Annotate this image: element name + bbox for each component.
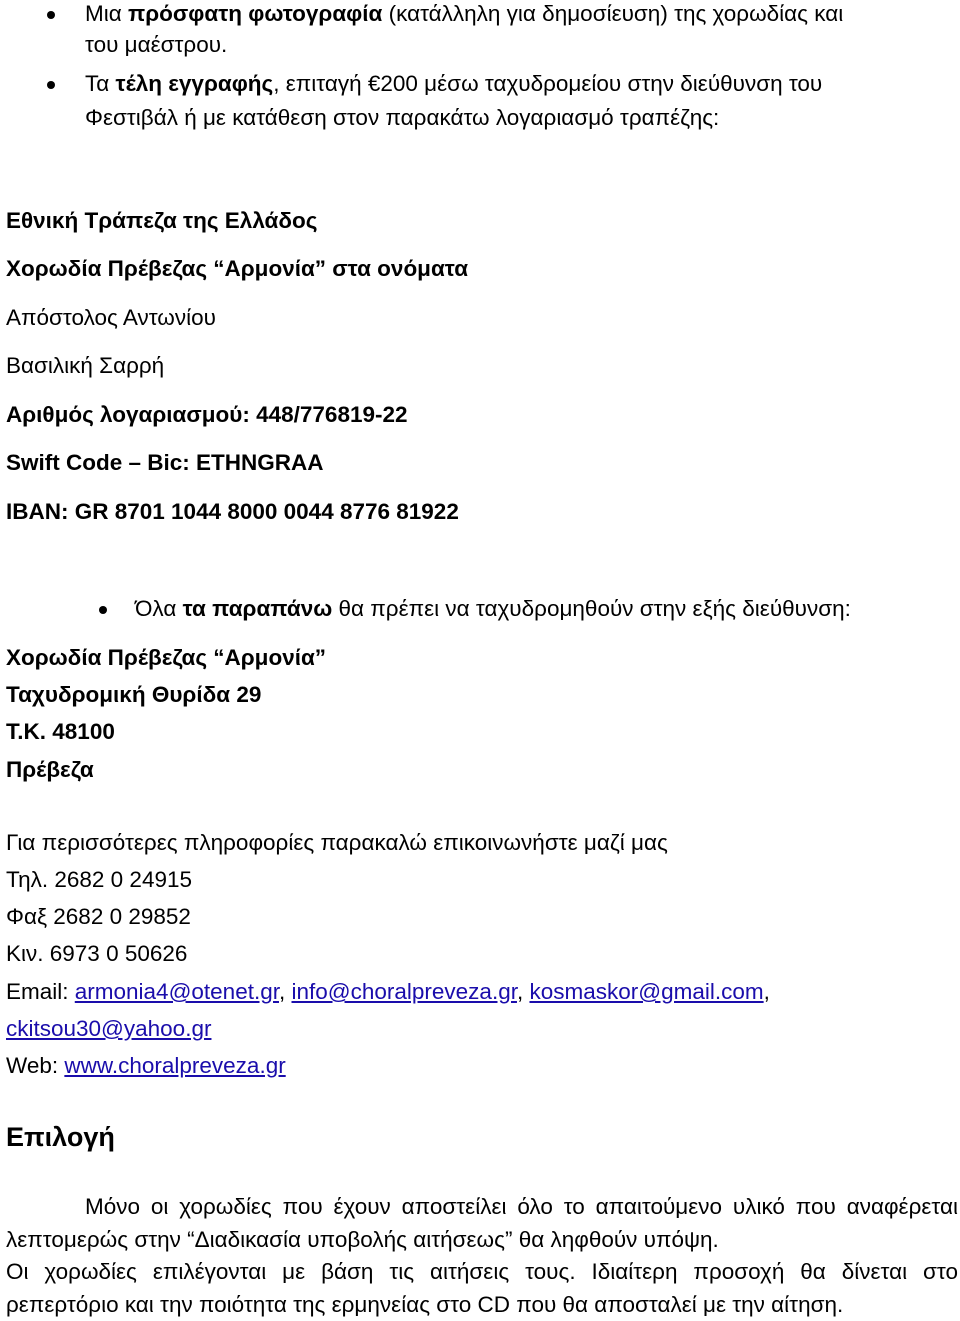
web-line xyxy=(6,1052,286,1079)
address-line-3: Τ.Κ. 48100 xyxy=(6,719,115,744)
selection-paragraph-1-text: Μόνο οι χορωδίες που έχουν αποστείλει όλο το απαιτούμενο υλικό που αναφέρεται λεπτομερώς στην “Διαδικασία υποβολής αιτήσεως” θα ληφθούν υπόψη. xyxy=(6,1194,958,1252)
holder-name-1: Απόστολος Αντωνίου xyxy=(6,305,216,330)
fees-suffix: , επιταγή €200 μέσω ταχυδρομείου στην διεύθυνση του xyxy=(273,71,823,96)
web-label: Web: xyxy=(6,1053,65,1078)
mailing-instruction xyxy=(135,595,851,622)
email-link-ckitsou[interactable]: ckitsou30@yahoo.gr xyxy=(6,1016,212,1041)
contact-intro: Για περισσότερες πληροφορίες παρακαλώ επικοινωνήστε μαζί μας xyxy=(6,830,668,855)
email-link-kosmaskor[interactable]: kosmaskor@gmail.com xyxy=(529,979,764,1004)
email-link-info[interactable]: info@choralpreveza.gr xyxy=(291,979,517,1004)
iban: IBAN: GR 8701 1044 8000 0044 8776 81922 xyxy=(6,499,459,524)
photo-requirement xyxy=(85,0,843,27)
address-line-2: Ταχυδρομική Θυρίδα 29 xyxy=(6,682,262,707)
phone-number: Τηλ. 2682 0 24915 xyxy=(6,867,192,892)
photo-requirement-line2: του μαέστρου. xyxy=(85,32,228,57)
bullet-icon xyxy=(47,81,55,89)
address-line-1: Χορωδία Πρέβεζας “Αρμονία” xyxy=(6,645,327,670)
selection-paragraph-1 xyxy=(6,1191,958,1256)
selection-heading: Επιλογή xyxy=(6,1122,115,1152)
fees-bold: τέλη εγγραφής xyxy=(115,71,274,96)
mailing-suffix: θα πρέπει να ταχυδρομηθούν στην εξής διεύθυνση: xyxy=(332,596,851,621)
fees-requirement-line2: Φεστιβάλ ή με κατάθεση στον παρακάτω λογαριασμό τραπέζης: xyxy=(85,105,720,130)
photo-bold: πρόσφατη φωτογραφία xyxy=(128,1,383,26)
mailing-prefix: Όλα xyxy=(135,596,183,621)
fees-prefix: Τα xyxy=(85,71,116,96)
fax-number: Φαξ 2682 0 29852 xyxy=(6,904,191,929)
account-number: Αριθμός λογαριασμού: 448/776819-22 xyxy=(6,402,408,427)
email-label: Email: xyxy=(6,979,75,1004)
photo-suffix: (κατάλληλη για δημοσίευση) της χορωδίας και xyxy=(382,1,844,26)
bullet-icon xyxy=(47,11,55,19)
email-separator: , xyxy=(278,979,292,1004)
email-line-2 xyxy=(6,1015,211,1042)
bank-name: Εθνική Τράπεζα της Ελλάδος xyxy=(6,208,318,233)
address-line-4: Πρέβεζα xyxy=(6,757,94,782)
email-link-armonia[interactable]: armonia4@otenet.gr xyxy=(74,979,279,1004)
holder-name-2: Βασιλική Σαρρή xyxy=(6,353,165,378)
email-trailing-comma: , xyxy=(763,979,770,1004)
email-separator: , xyxy=(516,979,530,1004)
photo-prefix: Μια xyxy=(85,1,129,26)
fees-requirement xyxy=(85,70,822,97)
website-link[interactable]: www.choralpreveza.gr xyxy=(64,1053,286,1078)
swift-code: Swift Code – Bic: ETHNGRAA xyxy=(6,450,324,475)
bullet-icon xyxy=(99,606,107,614)
mailing-bold: τα παραπάνω xyxy=(182,596,333,621)
email-line xyxy=(6,978,770,1005)
selection-paragraph-2: Οι χορωδίες επιλέγονται με βάση τις αιτήσεις τους. Ιδιαίτερη προσοχή θα δίνεται στο ρεπερτόριο και την ποιότητα της ερμηνείας στο CD που θα αποσταλεί με την αίτηση. xyxy=(6,1259,958,1317)
mobile-number: Κιν. 6973 0 50626 xyxy=(6,941,188,966)
account-holder: Χορωδία Πρέβεζας “Αρμονία” στα ονόματα xyxy=(6,256,469,281)
